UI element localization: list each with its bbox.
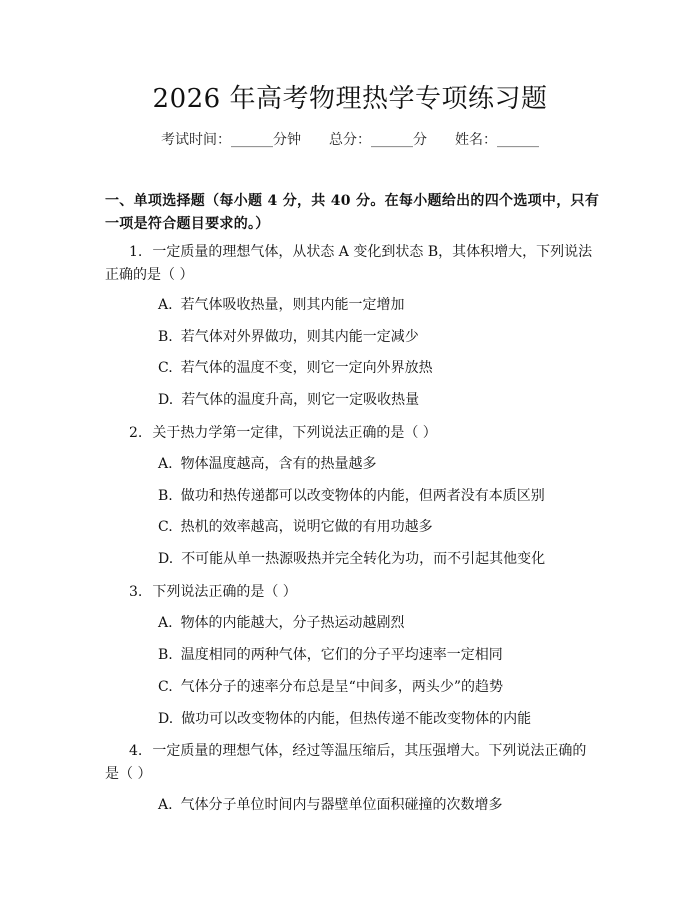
option-text: 物体温度越高，含有的热量越多 [180, 456, 377, 472]
student-name: 姓名：______ [455, 132, 539, 148]
question-number: 3. [129, 584, 143, 600]
question [105, 241, 600, 287]
option-text: 做功可以改变物体的内能，但热传递不能改变物体的内能 [181, 711, 532, 727]
option-text: 物体的内能越大，分子热运动越剧烈 [180, 615, 405, 631]
question-text: 一定质量的理想气体，经过等温压缩后，其压强增大。下列说法正确的是（ ） [105, 743, 587, 782]
section-heading: 一、单项选择题（每小题 4 分，共 40 分。在每小题给出的四个选项中，只有一项是符合题目要求的。） [105, 193, 600, 232]
option [158, 454, 377, 474]
option-letter: D. [158, 392, 174, 408]
option-letter: C. [158, 679, 173, 695]
option-letter: C. [158, 360, 173, 376]
option-letter: B. [158, 329, 173, 345]
option [158, 709, 531, 729]
option-letter: C. [158, 519, 173, 535]
option-text: 热机的效率越高，说明它做的有用功越多 [180, 519, 433, 535]
option-letter: A. [158, 456, 173, 472]
option-letter: D. [158, 711, 174, 727]
option-letter: A. [158, 297, 173, 313]
question [105, 422, 600, 445]
option-text: 气体分子单位时间内与器壁单位面积碰撞的次数增多 [180, 797, 503, 813]
exam-meta [0, 130, 700, 150]
option-letter: B. [158, 647, 173, 663]
option-text: 做功和热传递都可以改变物体的内能，但两者没有本质区别 [180, 488, 545, 504]
option [158, 795, 503, 815]
exam-time: 考试时间：______分钟 [161, 132, 301, 148]
option-text: 温度相同的两种气体，它们的分子平均速率一定相同 [180, 647, 503, 663]
option [158, 549, 545, 569]
option-text: 气体分子的速率分布总是呈“中间多，两头少”的趋势 [180, 679, 503, 695]
option [158, 327, 419, 347]
question-number: 4. [129, 743, 143, 759]
option [158, 645, 503, 665]
question-number: 1. [129, 244, 143, 260]
question [105, 740, 600, 786]
option [158, 613, 405, 633]
option [158, 295, 405, 315]
question [105, 581, 600, 604]
page-title: 2026 年高考物理热学专项练习题 [152, 84, 548, 114]
option [158, 486, 545, 506]
option [158, 358, 433, 378]
option [158, 677, 503, 697]
option-text: 若气体的温度不变，则它一定向外界放热 [180, 360, 433, 376]
option [158, 517, 433, 537]
option-text: 若气体对外界做功，则其内能一定减少 [180, 329, 419, 345]
question-text: 关于热力学第一定律，下列说法正确的是（ ） [152, 425, 437, 441]
option-text: 若气体吸收热量，则其内能一定增加 [180, 297, 405, 313]
question-text: 下列说法正确的是（ ） [152, 584, 297, 600]
question-text: 一定质量的理想气体，从状态 A 变化到状态 B，其体积增大，下列说法正确的是（ ） [105, 244, 593, 283]
option-letter: D. [158, 551, 174, 567]
option-letter: A. [158, 615, 173, 631]
exam-total-score: 总分：______分 [329, 132, 427, 148]
question-number: 2. [129, 425, 143, 441]
option [158, 390, 419, 410]
option-letter: A. [158, 797, 173, 813]
option-letter: B. [158, 488, 173, 504]
option-text: 不可能从单一热源吸热并完全转化为功，而不引起其他变化 [181, 551, 546, 567]
option-text: 若气体的温度升高，则它一定吸收热量 [181, 392, 420, 408]
